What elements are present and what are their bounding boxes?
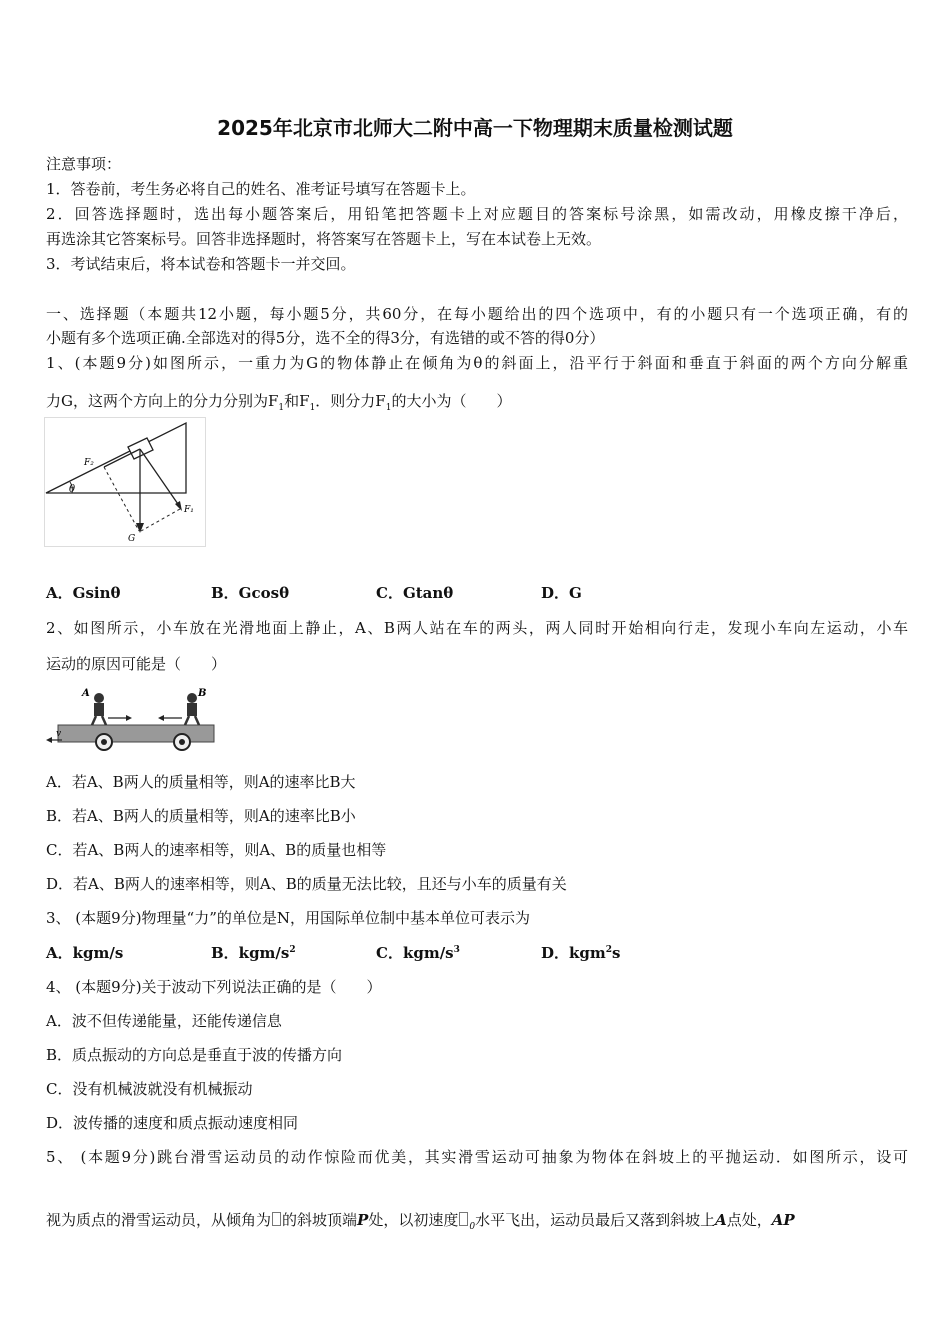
notice-item-2-cont: 再选涂其它答案标号。回答非选择题时，将答案写在答题卡上，写在本试卷上无效。 xyxy=(46,230,602,248)
section-1-instructions-cont: 小题有多个选项正确.全部选对的得5分，选不全的得3分，有选错的或不答的得0分） xyxy=(46,329,605,347)
theta-symbol-placeholder xyxy=(272,1212,281,1226)
label-g: G xyxy=(128,534,136,544)
q3-options xyxy=(46,942,908,963)
notice-heading: 注意事项： xyxy=(46,155,122,173)
q2-stem: 2、如图所示，小车放在光滑地面上静止，A、B两人站在车的两头，两人同时开始相向行走，发现小车向左运动，小车 xyxy=(46,619,908,637)
page-title: 2025年北京市北师大二附中高一下物理期末质量检测试题 xyxy=(217,116,733,140)
v-symbol-placeholder xyxy=(459,1212,468,1226)
q2-option-c[interactable]: C．若A、B两人的速率相等，则A、B的质量也相等 xyxy=(46,841,387,859)
q4-option-c[interactable]: C．没有机械波就没有机械振动 xyxy=(46,1080,253,1098)
q4-stem: 4、 (本题9分)关于波动下列说法正确的是（ ） xyxy=(46,978,382,996)
person-b-body xyxy=(187,703,197,716)
q2-stem-cont: 运动的原因可能是（ ） xyxy=(46,655,227,673)
q1-option-c[interactable]: C．Gtanθ xyxy=(376,584,454,602)
section-1-instructions: 一、选择题（本题共12小题，每小题5分，共60分，在每小题给出的四个选项中，有的小题只有一个选项正确，有的 xyxy=(46,305,908,323)
q3-option-d[interactable]: D．kgm$^2$s xyxy=(541,944,621,962)
q3-option-c[interactable]: C．kgm/$s^3$ xyxy=(376,944,460,962)
q1-option-a[interactable]: A．Gsinθ xyxy=(46,584,121,602)
label-theta: θ xyxy=(69,484,76,495)
q5-stem-cont: 视为质点的滑雪运动员，从倾角为 的斜坡顶端P处，以初速度 $_0$水平飞出，运动员最后又落到斜坡上A点处，AP xyxy=(46,1211,795,1232)
label-f2: F₂ xyxy=(84,458,94,468)
q2-option-b[interactable]: B．若A、B两人的质量相等，则A的速率比B小 xyxy=(46,807,356,825)
person-b-head xyxy=(187,693,197,703)
q3-option-a[interactable]: A．kgm/s xyxy=(46,944,124,962)
q3-stem: 3、 (本题9分)物理量“力”的单位是N，用国际单位制中基本单位可表示为 xyxy=(46,909,531,927)
velocity-arrow-head xyxy=(46,737,52,743)
notice-item-3: 3．考试结束后，将本试卷和答题卡一并交回。 xyxy=(46,255,356,273)
q2-cart-figure xyxy=(44,684,220,754)
notice-item-1: 1．答卷前，考生务必将自己的姓名、准考证号填写在答题卡上。 xyxy=(46,180,476,198)
q4-option-b[interactable]: B．质点振动的方向总是垂直于波的传播方向 xyxy=(46,1046,343,1064)
label-person-b: B xyxy=(198,688,207,699)
q1-stem-cont: 力G，这两个方向上的分力分别为$F_1$和$F_1$．则分力$F_1$的大小为（ ） xyxy=(46,392,512,413)
q1-stem: 1、(本题9分)如图所示，一重力为G的物体静止在倾角为θ的斜面上，沿平行于斜面和垂直于斜面的两个方向分解重 xyxy=(46,354,908,372)
label-v: v xyxy=(56,729,62,739)
q5-stem: 5、 (本题9分)跳台滑雪运动员的动作惊险而优美，其实滑雪运动可抽象为物体在斜坡上的平抛运动．如图所示，设可 xyxy=(46,1148,908,1166)
person-a-head xyxy=(94,693,104,703)
q2-option-d[interactable]: D．若A、B两人的速率相等，则A、B的质量无法比较，且还与小车的质量有关 xyxy=(46,875,567,893)
person-a-body xyxy=(94,703,104,716)
q4-option-d[interactable]: D．波传播的速度和质点振动速度相同 xyxy=(46,1114,299,1132)
q1-option-d[interactable]: D．G xyxy=(541,584,582,602)
q1-incline-figure xyxy=(44,417,206,547)
q3-option-b[interactable]: B．kgm/$s^2$ xyxy=(211,944,296,962)
q4-option-a[interactable]: A．波不但传递能量，还能传递信息 xyxy=(46,1012,282,1030)
notice-item-2: 2．回答选择题时，选出每小题答案后，用铅笔把答题卡上对应题目的答案标号涂黑，如需改动，用橡皮擦干净后， xyxy=(46,205,908,223)
label-person-a: A xyxy=(82,688,90,699)
q2-option-a[interactable]: A．若A、B两人的质量相等，则A的速率比B大 xyxy=(46,773,356,791)
q1-options xyxy=(46,582,908,603)
q1-option-b[interactable]: B．Gcosθ xyxy=(211,584,290,602)
label-f1: F₁ xyxy=(184,505,194,515)
